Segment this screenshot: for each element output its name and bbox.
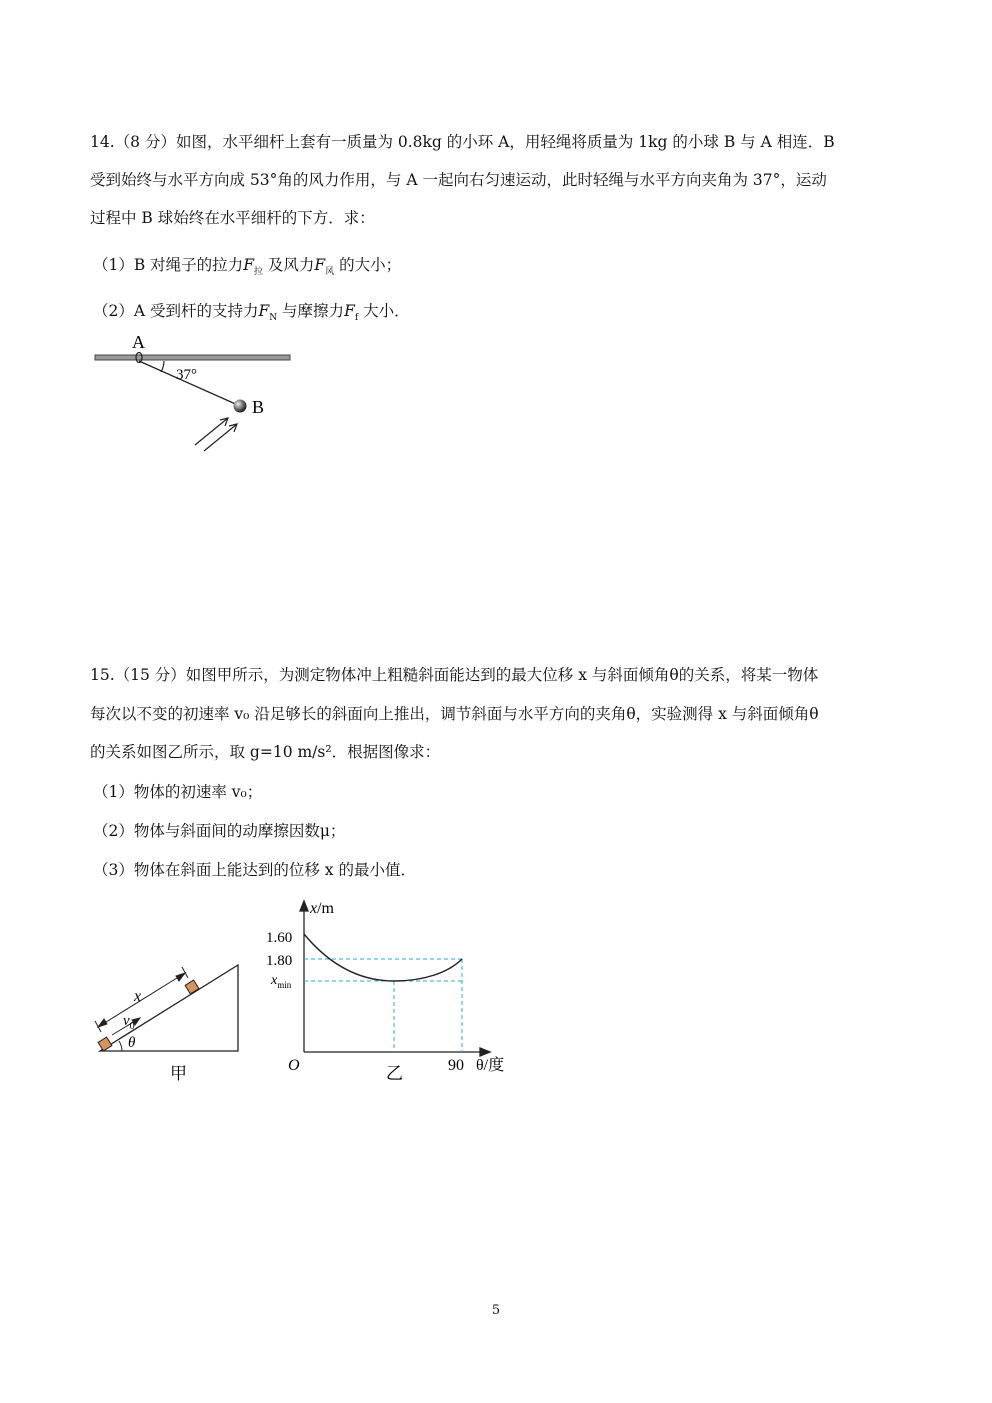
caption-jia: 甲 — [170, 1064, 187, 1083]
q15-line-2: 每次以不变的初速率 v₀ 沿足够长的斜面向上推出，调节斜面与水平方向的夹角θ，实验测得 x 与斜面倾角θ — [90, 705, 819, 723]
horizontal-rod — [95, 355, 290, 360]
wind-arrows — [195, 418, 237, 451]
q14-figure — [88, 330, 298, 458]
x-theta-curve — [304, 934, 462, 981]
x-axis-label: θ/度 — [476, 1057, 505, 1074]
q15-subquestion-1: （1）物体的初速率 v₀； — [93, 783, 263, 801]
q14-subquestion-2: （2）A 受到杆的支持力$F_N$ 与摩擦力$F_f$ 大小． — [93, 302, 410, 324]
incline-triangle — [100, 965, 238, 1051]
angle-arc — [161, 361, 164, 372]
figure-jia-incline — [90, 955, 250, 1090]
caption-yi: 乙 — [386, 1064, 403, 1083]
label-v0: $v_0$ — [123, 1013, 135, 1032]
displacement-arrow — [95, 967, 188, 1032]
origin-label: O — [288, 1057, 300, 1074]
page-number: 5 — [491, 1303, 501, 1318]
y-tick-1: 1.60 — [266, 930, 293, 946]
q14-line-2: 受到始终与水平方向成 53°角的风力作用，与 A 一起向右匀速运动，此时轻绳与水平方向夹角为 37°，运动 — [90, 171, 827, 189]
figure-yi-graph — [258, 893, 518, 1093]
block-top — [185, 980, 199, 994]
label-theta: θ — [128, 1035, 136, 1051]
label-x: x — [134, 988, 142, 1005]
q14-line-3: 过程中 B 球始终在水平细杆的下方．求： — [90, 209, 375, 227]
y-tick-2: 1.80 — [266, 953, 293, 969]
q15-subquestion-3: （3）物体在斜面上能达到的位移 x 的最小值． — [93, 861, 416, 879]
q15-line-1: 15.（15 分）如图甲所示，为测定物体冲上粗糙斜面能达到的最大位移 x 与斜面倾角θ的关系，将某一物体 — [90, 666, 819, 684]
theta-arc — [119, 1041, 122, 1051]
q14-line-1: 14.（8 分）如图，水平细杆上套有一质量为 0.8kg 的小环 A，用轻绳将质量为 1kg 的小球 B 与 A 相连．B — [90, 133, 835, 151]
y-tick-xmin: $x_{min}$ — [271, 973, 292, 990]
label-B: B — [252, 397, 265, 417]
x-tick-90: 90 — [448, 1057, 464, 1074]
block-bottom — [98, 1037, 112, 1051]
label-A: A — [132, 332, 145, 352]
q14-subquestion-1: （1）B 对绳子的拉力$F_拉$ 及风力$F_风$ 的大小； — [93, 256, 402, 278]
ball-B — [234, 400, 247, 413]
q15-subquestion-2: （2）物体与斜面间的动摩擦因数μ； — [93, 822, 346, 840]
q15-line-3: 的关系如图乙所示，取 g=10 m/s²．根据图像求： — [90, 743, 441, 761]
y-axis-label: x/m — [310, 900, 334, 917]
angle-label: 37° — [176, 367, 197, 383]
